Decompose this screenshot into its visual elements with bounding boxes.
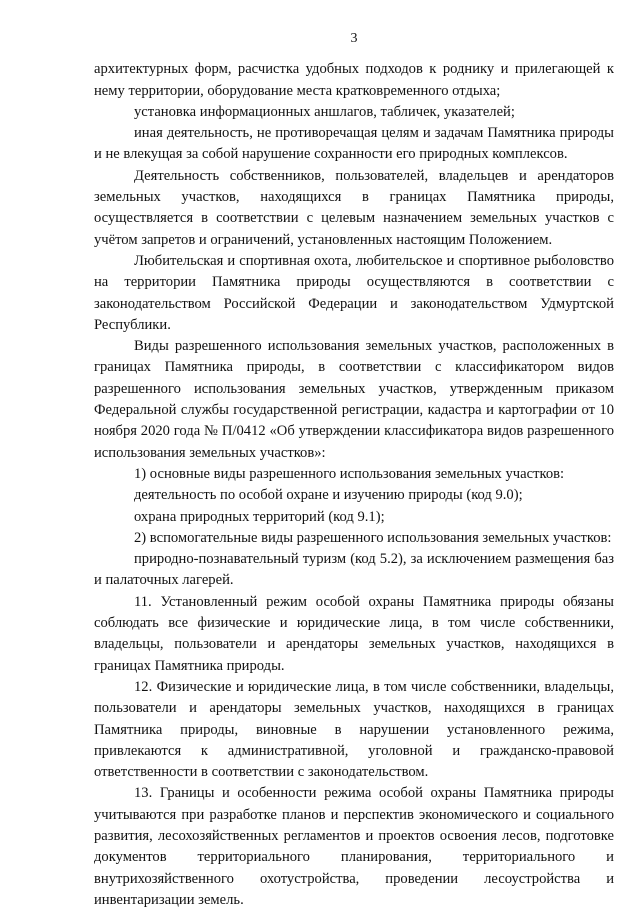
paragraph-owners-activity: Деятельность собственников, пользователей, владельцев и арендаторов земельных участков, находящихся в границах Памятника природы, осуществляется в соответствии с целевым назначением земельных участков с учётом запретов и ограничений, установленных настоящим Положением. [94, 167, 614, 248]
page-number: 3 [350, 31, 358, 46]
paragraph-auxiliary-use: 2) вспомогательные виды разрешенного использования земельных участков: [134, 529, 612, 546]
paragraph-hunting-fishing: Любительская и спортивная охота, любительское и спортивное рыболовство на территории Памятника природы осуществляются в соответствии с законодательством Российской Федерации и законодательством Удмуртской Республики. [94, 252, 614, 333]
paragraph-item-13: 13. Границы и особенности режима особой охраны Памятника природы учитываются при разработке планов и перспектив экономического и социального развития, лесохозяйственных регламентов и проектов освоения лесов, подготовке документов территориального планирования, территориального и внутрихозяйственного охотустройства, проведении лесоустройства и инвентаризации земель. [94, 785, 614, 908]
paragraph-continuation: архитектурных форм, расчистка удобных подходов к роднику и прилегающей к нему территории, оборудование места кратковременного отдыха; [94, 61, 614, 99]
paragraph-code-9-1: охрана природных территорий (код 9.1); [134, 508, 385, 525]
paragraph-signs: установка информационных аншлагов, табличек, указателей; [134, 103, 515, 120]
document-page [94, 28, 614, 911]
paragraph-code-9-0: деятельность по особой охране и изучению природы (код 9.0); [134, 487, 523, 504]
paragraph-code-5-2: природно-познавательный туризм (код 5.2), за исключением размещения баз и палаточных лагерей. [94, 551, 614, 589]
paragraph-land-use-types: Виды разрешенного использования земельных участков, расположенных в границах Памятника природы, в соответствии с классификатором видов разрешенного использования земельных участков, утвержденным приказом Федеральной службы государственной регистрации, кадастра и картографии от 10 ноября 2020 года № П/0412 «Об утверждении классификатора видов разрешенного использования земельных участков»: [94, 338, 614, 461]
paragraph-other-activity: иная деятельность, не противоречащая целям и задачам Памятника природы и не влекущая за собой нарушение сохранности его природных комплексов. [94, 125, 614, 163]
paragraph-item-12: 12. Физические и юридические лица, в том числе собственники, владельцы, пользователи и арендаторы земельных участков, находящихся в границах Памятника природы, виновные в нарушении установленного режима, привлекаются к административной, уголовной и гражданско-правовой ответственности в соответствии с законодательством. [94, 678, 614, 781]
paragraph-main-use: 1) основные виды разрешенного использования земельных участков: [134, 465, 565, 482]
paragraph-item-11: 11. Установленный режим особой охраны Памятника природы обязаны соблюдать все физические и юридические лица, в том числе собственники, владельцы, пользователи и арендаторы земельных участков, находящихся в границах Памятника природы. [94, 593, 614, 674]
